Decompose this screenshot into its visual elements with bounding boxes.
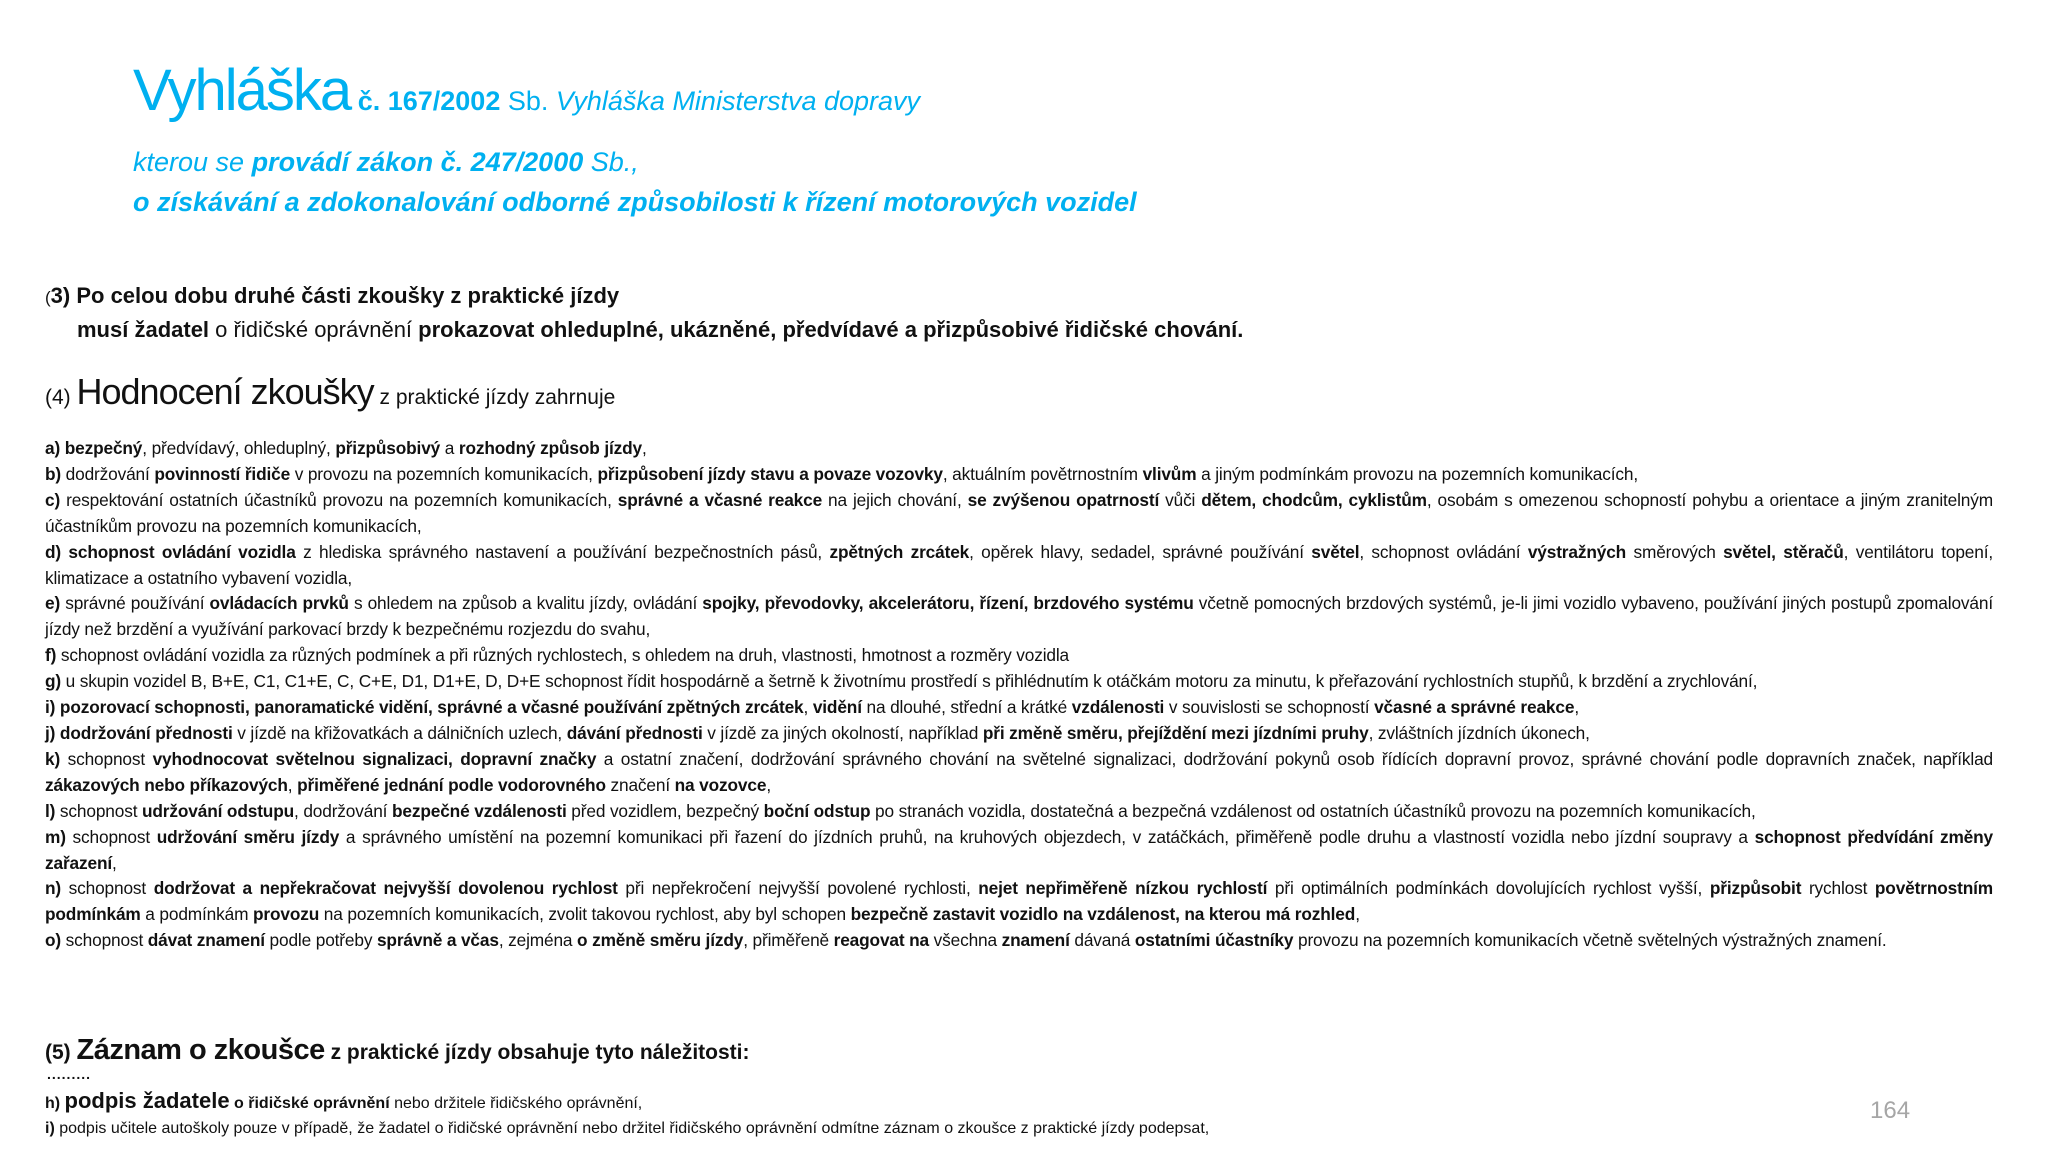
evaluation-item-segment: schopnost <box>55 800 142 821</box>
record-item-i-text: podpis učitele autoškoly pouze v případě, že žadatel o řidičské oprávnění nebo držitel řidičského oprávnění odmítne záznam o zkoušce z praktické jízdy podepsat, <box>54 1120 1210 1137</box>
evaluation-item-segment: provozu <box>253 904 320 925</box>
evaluation-item-segment: , <box>1574 697 1579 718</box>
evaluation-item-segment: , <box>287 774 298 795</box>
paragraph-5-rest: z praktické jízdy obsahuje tyto náležitosti: <box>324 1041 750 1064</box>
evaluation-item-segment: , <box>766 774 771 795</box>
evaluation-item-segment: rozhodný způsob jízdy <box>458 438 642 458</box>
title-line2-a: kterou se <box>133 147 252 177</box>
evaluation-item-segment: b) <box>45 463 62 484</box>
evaluation-item-segment: vůči <box>1159 489 1202 510</box>
evaluation-item-segment: spojky, převodovky, akcelerátoru, řízení, brzdového systému <box>702 593 1194 614</box>
paragraph-3-line-2 <box>45 314 2005 346</box>
evaluation-item-segment: na jejich chování, <box>822 489 968 510</box>
evaluation-item-segment: v provozu na pozemních komunikacích, <box>290 463 598 484</box>
title-line-2 <box>133 142 1933 182</box>
evaluation-item-segment: schopnost <box>61 930 148 951</box>
evaluation-item <box>45 591 1993 643</box>
evaluation-item-segment: o změně směru jízdy <box>577 930 744 951</box>
evaluation-item-segment: , předvídavý, ohleduplný, <box>142 438 336 458</box>
evaluation-item-segment: světel, stěračů <box>1723 541 1844 562</box>
evaluation-item-segment: zákazových nebo příkazových <box>45 774 288 795</box>
evaluation-item-segment: dodržovat a nepřekračovat nejvyšší dovolenou rychlost <box>153 878 618 899</box>
evaluation-item-segment: , <box>112 852 117 873</box>
evaluation-item-segment: přizpůsobit <box>1709 878 1802 899</box>
evaluation-item-segment: na vozovce <box>674 774 767 795</box>
evaluation-item-segment: , přiměřeně <box>743 930 834 951</box>
evaluation-item-segment: před vozidlem, bezpečný <box>566 800 764 821</box>
evaluation-item-segment: v souvislosti se schopností <box>1164 697 1375 718</box>
evaluation-item-segment: , <box>1355 904 1360 925</box>
record-item-h-bold: o řidičské oprávnění <box>229 1095 390 1112</box>
evaluation-item-segment: správné používání <box>60 593 210 614</box>
evaluation-item-segment: d) schopnost ovládání vozidla <box>45 541 296 562</box>
ellipsis: ......... <box>47 1066 92 1082</box>
evaluation-item-segment: vidění <box>812 697 862 718</box>
evaluation-item-segment: na pozemních komunikacích, zvolit takovou rychlost, aby byl schopen <box>319 904 851 925</box>
evaluation-item <box>45 488 1993 540</box>
evaluation-item-segment: , zvláštních jízdních úkonech, <box>1368 722 1590 743</box>
evaluation-item-segment: vyhodnocovat světelnou signalizaci, dopravní značky <box>152 748 597 769</box>
evaluation-item-segment: se zvýšenou opatrností <box>967 489 1160 510</box>
evaluation-item-segment: v jízdě na křižovatkách a dálničních uzlech, <box>232 722 567 743</box>
evaluation-item-segment: vlivům <box>1142 463 1197 484</box>
evaluation-item <box>45 436 1993 462</box>
evaluation-item-segment: značení <box>605 774 675 795</box>
evaluation-item-segment: dávání přednosti <box>566 722 703 743</box>
evaluation-item-segment: , ventilátoru topení, klimatizace a ostatního vybavení vozidla, <box>45 541 1994 588</box>
evaluation-item-segment: a ostatní značení, dodržování správného chování na světelné signalizaci, dodržování pokynů osob řídících dopravní provoz, správné chování podle dopravních značek, například <box>596 748 1993 769</box>
evaluation-item-segment: přizpůsobivý <box>335 438 441 458</box>
evaluation-item-segment: , opěrek hlavy, sedadel, správné používání <box>969 541 1312 562</box>
paragraph-4-number: (4) <box>45 386 77 409</box>
evaluation-item-segment: schopnost <box>61 878 154 899</box>
evaluation-item-segment: z hlediska správného nastavení a používání bezpečnostních pásů, <box>295 541 830 562</box>
paragraph-3-open: ( <box>45 288 51 307</box>
paragraph-3-text: o řidičské oprávnění <box>209 317 419 342</box>
evaluation-item <box>45 643 1993 669</box>
evaluation-item-segment: , <box>642 438 647 458</box>
evaluation-item-segment: směrových <box>1626 541 1724 562</box>
evaluation-item-segment: vzdálenosti <box>1071 697 1165 718</box>
evaluation-item-segment: , osobám s omezenou schopností pohybu a orientace a jiným zranitelným účastníkům provozu na pozemních komunikacích, <box>45 489 1994 536</box>
evaluation-item-segment: udržování směru jízdy <box>156 826 340 847</box>
evaluation-item <box>45 721 1993 747</box>
evaluation-item-segment: správné a včasné reakce <box>617 489 823 510</box>
evaluation-item <box>45 876 1993 928</box>
evaluation-item <box>45 825 1993 877</box>
evaluation-item-segment: přizpůsobení jízdy stavu a povaze vozovky <box>597 463 943 484</box>
evaluation-item-segment: k) <box>45 748 61 769</box>
title-line2-c: Sb., <box>583 147 639 177</box>
evaluation-item <box>45 799 1993 825</box>
evaluation-item-segment: a podmínkám <box>140 904 253 925</box>
title-word: Vyhláška <box>133 58 351 123</box>
title-ministry: Vyhláška Ministerstva dopravy <box>548 86 921 116</box>
slide-title <box>133 55 1933 222</box>
page-number: 164 <box>1870 1097 1911 1124</box>
record-item-i-label: i) <box>45 1120 55 1137</box>
title-line-1 <box>133 55 1933 142</box>
record-items <box>45 1088 1945 1141</box>
evaluation-item-segment: schopnost <box>60 748 153 769</box>
evaluation-item-segment: , <box>803 697 813 718</box>
evaluation-item-segment: u skupin vozidel B, B+E, C1, C1+E, C, C+E, D1, D1+E, D, D+E schopnost řídit hospodárně a šetrně k životnímu prostředí s přihlédnutím k otáčkám motoru za minutu, k přeřazování rychlostních stupňů, k brzdění a zrychlování, <box>61 671 1758 692</box>
evaluation-item <box>45 747 1993 799</box>
evaluation-item-segment: povětrnostním podmínkám <box>45 878 1993 925</box>
evaluation-item-segment: boční odstup <box>763 800 871 821</box>
evaluation-item-segment: dávat znamení <box>147 930 265 951</box>
paragraph-5 <box>45 1030 2005 1073</box>
evaluation-item-segment: provozu na pozemních komunikacích včetně světelných výstražných znamení. <box>1293 930 1887 951</box>
evaluation-item-segment: e) <box>45 593 61 614</box>
evaluation-item-segment: , aktuálním povětrnostním <box>942 463 1143 484</box>
evaluation-item-segment: c) <box>45 489 61 510</box>
title-sb: Sb. <box>500 86 549 116</box>
evaluation-list <box>45 436 1993 954</box>
evaluation-item-segment: správně a včas <box>376 930 499 951</box>
evaluation-item-segment: při nepřekročení nejvyšší povolené rychlosti, <box>617 878 979 899</box>
evaluation-item-segment: i) pozorovací schopnosti, panoramatické vidění, správné a včasné používání zpětných zrcátek <box>45 697 804 718</box>
evaluation-item-segment: bezpečně zastavit vozidlo na vzdálenost, na kterou má rozhled <box>850 904 1356 925</box>
evaluation-item-segment: schopnost <box>65 826 157 847</box>
evaluation-item-segment: , zejména <box>498 930 578 951</box>
paragraph-5-heading: Záznam o zkoušce <box>76 1034 325 1066</box>
evaluation-item-segment: schopnost ovládání vozidla za různých podmínek a při různých rychlostech, s ohledem na druh, vlastnosti, hmotnost a rozměry vozidla <box>56 645 1070 666</box>
evaluation-item-segment: a <box>440 438 459 458</box>
evaluation-item-segment: rychlost <box>1801 878 1875 899</box>
evaluation-item-segment: udržování odstupu <box>142 800 295 821</box>
evaluation-item-segment: j) dodržování přednosti <box>45 722 233 743</box>
evaluation-item-segment: reagovat na <box>833 930 929 951</box>
evaluation-item-segment: nejet nepřiměřeně nízkou rychlostí <box>978 878 1268 899</box>
evaluation-item <box>45 695 1993 721</box>
evaluation-item-segment: v jízdě za jiných okolností, například <box>702 722 983 743</box>
evaluation-item-segment: ovládacích prvků <box>209 593 349 614</box>
evaluation-item-segment: při optimálních podmínkách dovolujících rychlost vyšší, <box>1267 878 1710 899</box>
paragraph-3-line-1 <box>45 280 2005 314</box>
evaluation-item-segment: včetně pomocných brzdových systémů, je-li jimi vozidlo vybaveno, používání jiných postupů zpomalování jízdy než brzdění a využívání parkovací brzdy k bezpečnému rozjezdu do svahu, <box>45 593 1993 640</box>
evaluation-item-segment: světel <box>1311 541 1360 562</box>
evaluation-item-segment: bezpečné vzdálenosti <box>391 800 567 821</box>
evaluation-item <box>45 928 1993 954</box>
evaluation-item-segment: a správného umístění na pozemní komunikaci při řazení do jízdních pruhů, na kruhových objezdech, v zatáčkách, přiměřeně podle druhu a vlastností vozidla nebo jízdní soupravy a <box>339 826 1755 847</box>
paragraph-4-heading: Hodnocení zkoušky <box>76 371 374 412</box>
evaluation-item-segment: přiměřené jednání podle vodorovného <box>297 774 606 795</box>
evaluation-item-segment: m) <box>45 826 66 847</box>
evaluation-item-segment: n) <box>45 878 62 899</box>
evaluation-item-segment: a) bezpečný <box>45 438 143 458</box>
evaluation-item-segment: povinností řidiče <box>154 463 291 484</box>
paragraph-3 <box>45 280 2005 346</box>
record-item-h-heading: podpis žadatele <box>64 1088 230 1113</box>
record-item-h-text: nebo držitele řidičského oprávnění, <box>389 1095 643 1112</box>
title-number: č. 167/2002 <box>350 86 501 116</box>
evaluation-item-segment: znamení <box>1001 930 1070 951</box>
evaluation-item-segment: o) <box>45 930 62 951</box>
record-item-h-label: h) <box>45 1095 65 1112</box>
paragraph-3-heading: 3) Po celou dobu druhé části zkoušky z praktické jízdy <box>50 283 620 308</box>
evaluation-item <box>45 462 1993 488</box>
evaluation-item-segment: l) <box>45 800 56 821</box>
title-line2-b: provádí zákon č. 247/2000 <box>251 147 584 177</box>
evaluation-item-segment: f) <box>45 645 57 666</box>
evaluation-item-segment: dávaná <box>1069 930 1135 951</box>
evaluation-item-segment: po stranách vozidla, dostatečná a bezpečná vzdálenost od ostatních účastníků provozu na pozemních komunikacích, <box>870 800 1756 821</box>
evaluation-item-segment: dodržování <box>61 463 155 484</box>
record-item-h <box>45 1088 1945 1116</box>
evaluation-item-segment: dětem, chodcům, cyklistům <box>1201 489 1427 510</box>
evaluation-item-segment: schopnost předvídání změny zařazení <box>45 826 1993 873</box>
paragraph-5-number: (5) <box>45 1041 77 1064</box>
evaluation-item-segment: , dodržování <box>294 800 392 821</box>
evaluation-item-segment: podle potřeby <box>264 930 377 951</box>
evaluation-item-segment: výstražných <box>1527 541 1627 562</box>
evaluation-item-segment: s ohledem na způsob a kvalitu jízdy, ovládání <box>348 593 703 614</box>
title-line-3: o získávání a zdokonalování odborné způsobilosti k řízení motorových vozidel <box>133 187 1137 217</box>
evaluation-item <box>45 540 1993 592</box>
record-item-i <box>45 1116 1945 1141</box>
paragraph-3-subject: musí žadatel <box>77 317 210 342</box>
evaluation-item-segment: všechna <box>929 930 1002 951</box>
evaluation-item-segment: g) <box>45 671 62 692</box>
evaluation-item-segment: na dlouhé, střední a krátké <box>861 697 1072 718</box>
paragraph-4-rest: z praktické jízdy zahrnuje <box>373 386 616 409</box>
evaluation-item-segment: , schopnost ovládání <box>1359 541 1528 562</box>
evaluation-item-segment: včasné a správné reakce <box>1374 697 1575 718</box>
evaluation-item-segment: respektování ostatních účastníků provozu na pozemních komunikacích, <box>60 489 618 510</box>
paragraph-4 <box>45 368 2005 422</box>
evaluation-item-segment: a jiným podmínkám provozu na pozemních komunikacích, <box>1196 463 1639 484</box>
evaluation-item-segment: při změně směru, přejíždění mezi jízdními pruhy <box>982 722 1369 743</box>
evaluation-item <box>45 669 1993 695</box>
paragraph-3-requirement: prokazovat ohleduplné, ukázněné, předvídavé a přizpůsobivé řidičské chování. <box>418 317 1244 342</box>
evaluation-item-segment: zpětných zrcátek <box>829 541 970 562</box>
evaluation-item-segment: ostatními účastníky <box>1134 930 1294 951</box>
